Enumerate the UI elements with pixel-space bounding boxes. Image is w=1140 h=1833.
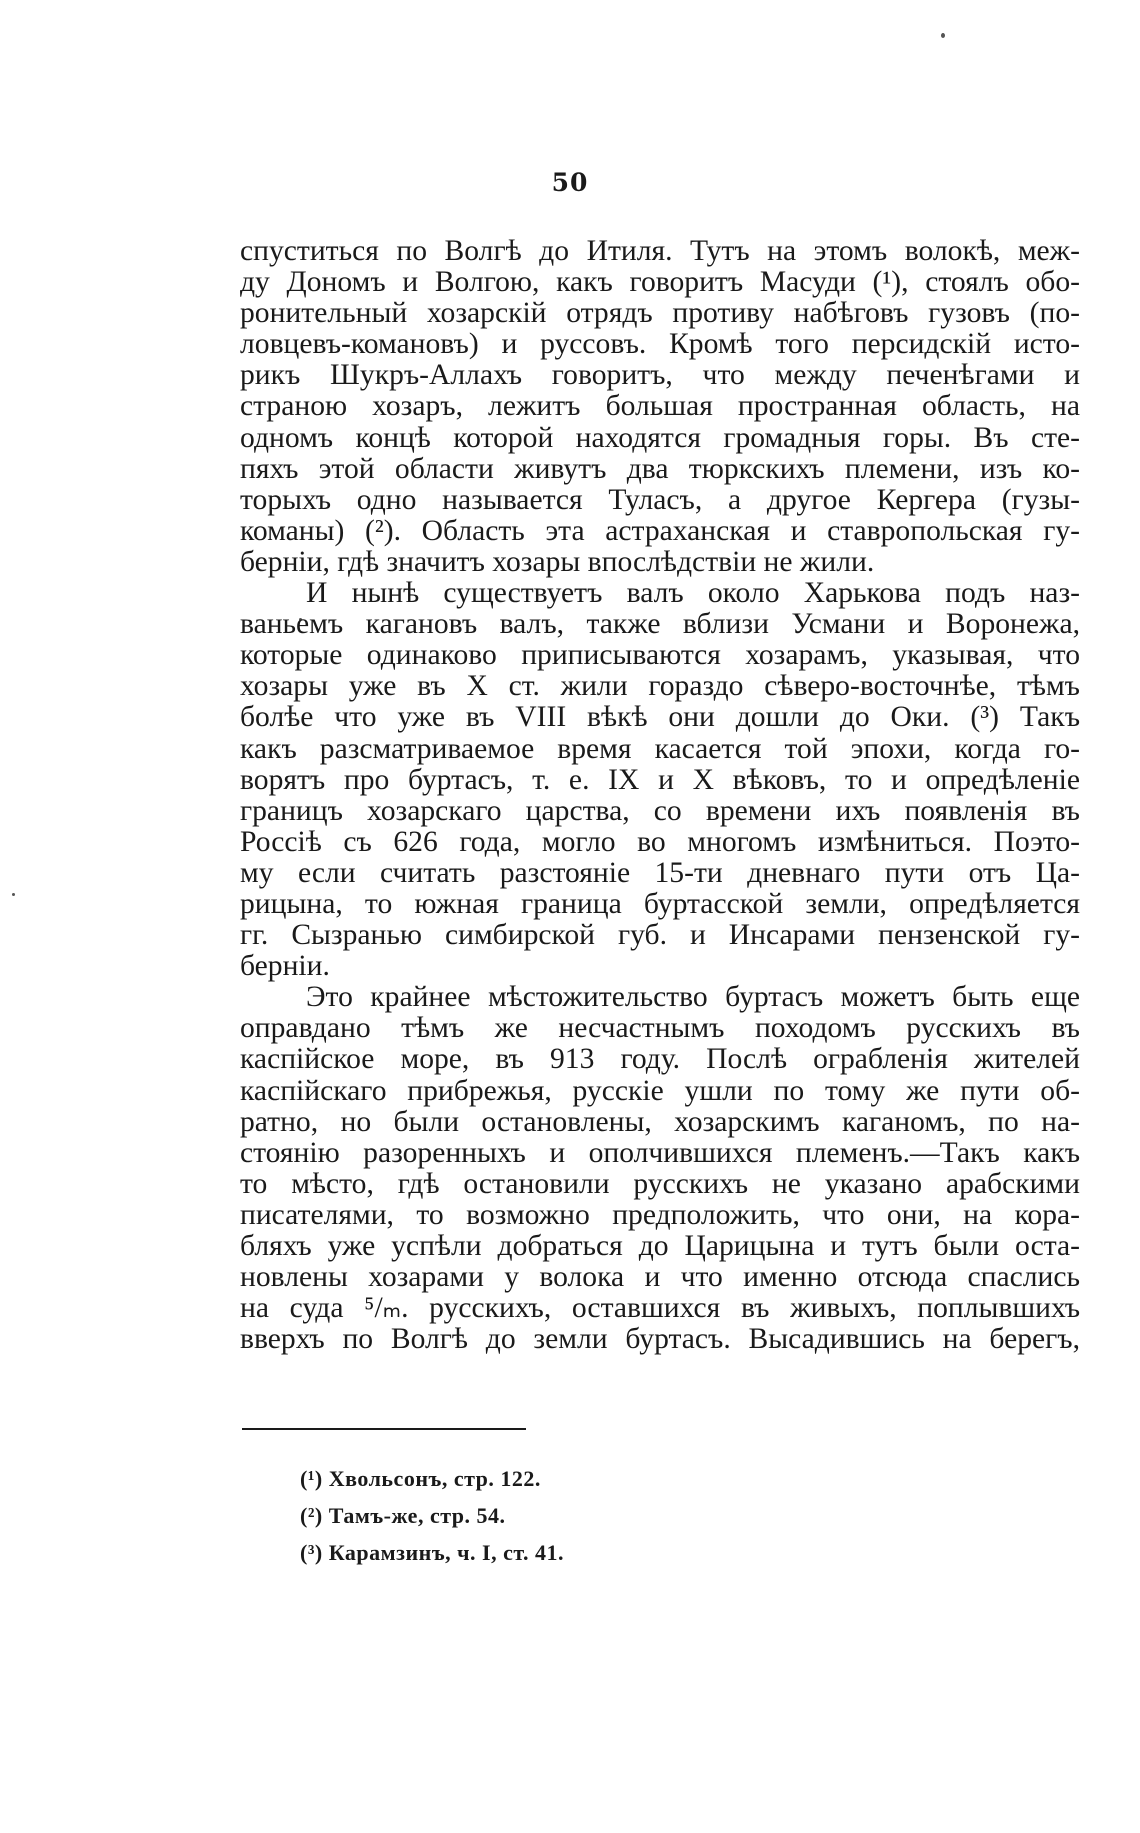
- text-line: торыхъ одно называется Туласъ, а другое Кергера (гузы-: [240, 483, 1080, 516]
- text-line: ловцевъ-комановъ) и руссовъ. Кромѣ того персидскій исто-: [240, 328, 1080, 361]
- text-line: команы) (²). Область эта астраханская и ставропольская гу-: [240, 514, 1080, 547]
- text-line: берніи.: [240, 950, 330, 983]
- text-line: стоянію разоренныхъ и ополчившихся племенъ.—Такъ какъ: [240, 1136, 1080, 1169]
- text-line: новлены хозарами у волока и что именно отсюда спаслись: [240, 1261, 1080, 1294]
- paragraph: [240, 578, 1080, 982]
- text-line: страною хозаръ, лежитъ большая пространная область, на: [240, 390, 1080, 423]
- footnote: (¹) Хвольсонъ, стр. 122.: [300, 1466, 541, 1491]
- text-line: то мѣсто, гдѣ остановили русскихъ не указано арабскими: [240, 1167, 1080, 1200]
- footnote: (³) Карамзинъ, ч. I, ст. 41.: [300, 1540, 565, 1565]
- text-line: каспійское море, въ 913 году. Послѣ ограбленія жителей: [240, 1043, 1080, 1076]
- text-line: пяхъ этой области живутъ два тюркскихъ племени, изъ ко-: [240, 452, 1080, 485]
- paragraph: [240, 236, 1080, 578]
- text-line: Россіѣ съ 626 года, могло во многомъ измѣниться. Поэто-: [240, 825, 1080, 858]
- text-line: одномъ концѣ которой находятся громадныя горы. Въ сте-: [240, 421, 1080, 454]
- text-line: рицына, то южная граница буртасской земли, опредѣляется: [240, 887, 1080, 920]
- text-line: берніи, гдѣ значитъ хозары впослѣдствіи не жили.: [240, 545, 875, 578]
- paragraph: [240, 982, 1080, 1355]
- text-line: на суда ⁵/ₘ. русскихъ, оставшихся въ живыхъ, поплывшихъ: [240, 1292, 1080, 1325]
- text-line: писателями, то возможно предположить, что они, на кора-: [240, 1198, 1080, 1231]
- text-line: И нынѣ существуетъ валъ около Харькова подъ наз-: [306, 577, 1080, 610]
- text-line: бляхъ уже успѣли добраться до Царицына и тутъ были оста-: [240, 1230, 1080, 1262]
- text-line: спуститься по Волгѣ до Итиля. Тутъ на этомъ волокѣ, меж-: [240, 235, 1080, 267]
- text-line: ронительный хозарскій отрядъ противу набѣговъ гузовъ (по-: [240, 297, 1080, 330]
- text-line: каспійскаго прибрежья, русскіе ушли по тому же пути об-: [240, 1074, 1080, 1107]
- text-line: гг. Сызранью симбирской губ. и Инсарами пензенской гу-: [240, 919, 1080, 952]
- text-line: му если считать разстояніе 15-ти дневнаго пути отъ Ца-: [240, 856, 1080, 889]
- text-line: какъ разсматриваемое время касается той эпохи, когда го-: [240, 732, 1080, 765]
- text-line: ратно, но были остановлены, хозарскимъ каганомъ, по на-: [240, 1105, 1080, 1138]
- scan-speck: [941, 33, 945, 38]
- footnotes: [300, 1460, 564, 1571]
- text-line: болѣе что уже въ VIII вѣкѣ они дошли до Оки. (³) Такъ: [240, 701, 1080, 734]
- footnote: (²) Тамъ-же, стр. 54.: [300, 1503, 506, 1528]
- text-line: которые одинаково приписываются хозарамъ, указывая, что: [240, 639, 1080, 672]
- text-line: Это крайнее мѣстожительство буртасъ можетъ быть еще: [306, 981, 1080, 1014]
- page-number: 50: [551, 168, 589, 197]
- text-line: ду Дономъ и Волгою, какъ говоритъ Масуди (¹), стоялъ обо-: [240, 266, 1080, 299]
- text-line: рикъ Шукръ-Аллахъ говоритъ, что между печенѣгами и: [240, 359, 1080, 392]
- footnote-divider: [242, 1428, 526, 1430]
- text-line: ваньемъ кагановъ валъ, также вблизи Усмани и Воронежа,: [240, 608, 1080, 641]
- text-line: хозары уже въ X ст. жили гораздо сѣверо-восточнѣе, тѣмъ: [240, 670, 1080, 703]
- text-line: ворятъ про буртасъ, т. е. IX и X вѣковъ, то и опредѣленіе: [240, 763, 1080, 796]
- text-line: вверхъ по Волгѣ до земли буртасъ. Высадившись на берегъ,: [240, 1323, 1080, 1356]
- scan-speck: [12, 893, 15, 896]
- text-line: оправдано тѣмъ же несчастнымъ походомъ русскихъ въ: [240, 1012, 1080, 1045]
- body-text: [240, 236, 1080, 1355]
- text-line: границъ хозарскаго царства, со времени ихъ появленія въ: [240, 794, 1080, 827]
